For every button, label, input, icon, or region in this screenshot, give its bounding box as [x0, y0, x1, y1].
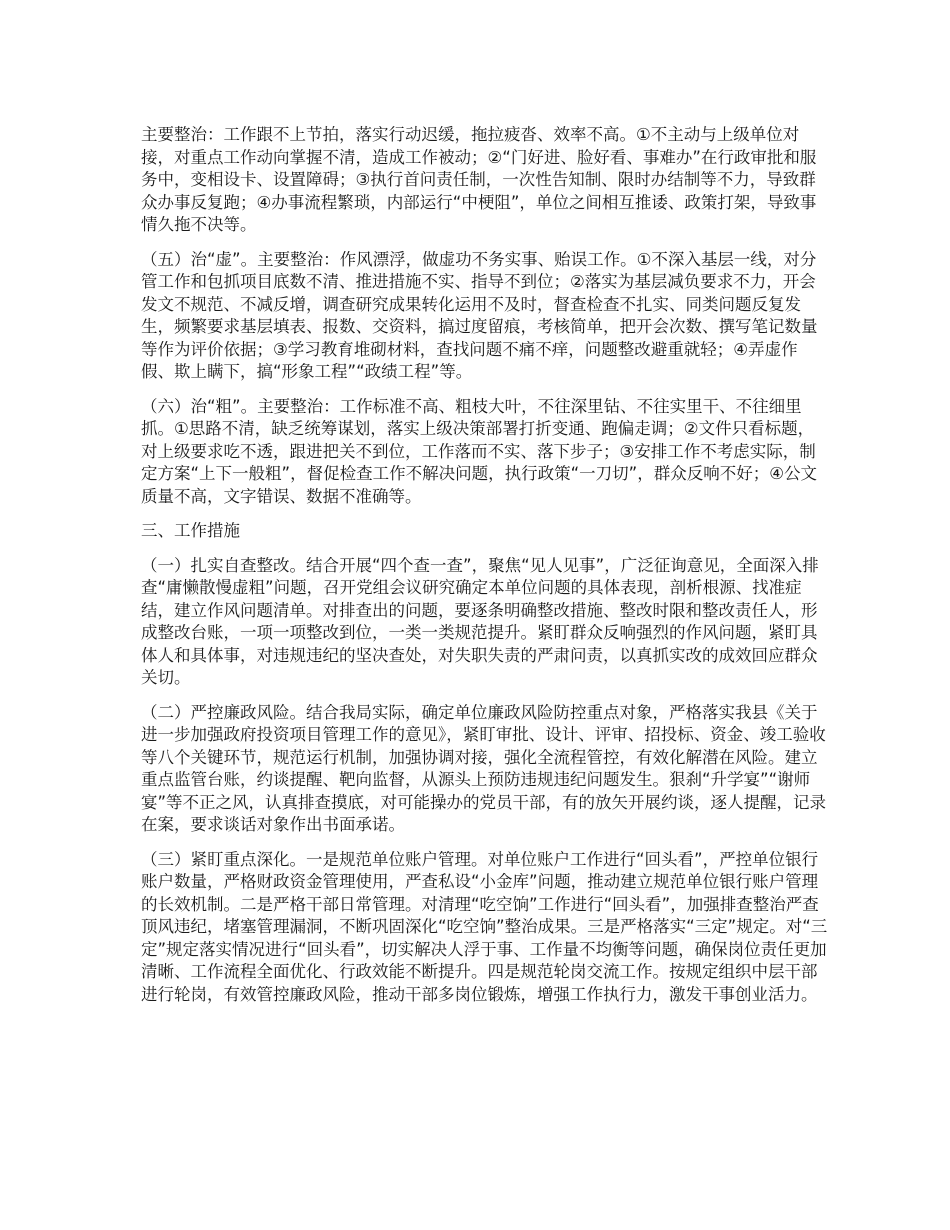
paragraph-section-5-xu: （五）治“虚”。主要整治：作风漂浮，做虚功不务实事、贻误工作。①不深入基层一线，对分管工作和包抓项目底数不清、推进措施不实、指导不到位；②落实为基层减负要求不力，开会发文不规范、不减反增，调查研究成果转化运用不及时，督查检查不扎实、同类问题反复发生，频繁要求基层填表、报数、交资料，搞过度留痕，考核简单，把开会次数、撰写笔记数量等作为评价依据；③学习教育堆砌材料，查找问题不痛不痒，问题整改避重就轻；④弄虚作假、欺上瞒下，搞“形象工程”“政绩工程”等。	[141, 249, 818, 381]
section-heading-work-measures: 三、工作措施	[141, 521, 240, 540]
paragraph-section-6-cu: （六）治“粗”。主要整治：工作标准不高、粗枝大叶，不往深里钻、不往实里干、不往细里抓。①思路不清，缺乏统筹谋划，落实上级决策部署打折变通、跑偏走调；②文件只看标题，对上级要求吃不透，跟进把关不到位，工作落而不实、落下步子；③安排工作不考虑实际，制定方案“上下一般粗”，督促检查工作不解决问题，执行政策“一刀切”，群众反响不好；④公文质量不高，文字错误、数据不准确等。	[141, 396, 817, 506]
paragraph-measure-2: （二）严控廉政风险。结合我局实际，确定单位廉政风险防控重点对象，严格落实我县《关于进一步加强政府投资项目管理工作的意见》，紧盯审批、设计、评审、招投标、资金、竣工验收等八个关键环节，规范运行机制，加强协调对接，强化全流程管控，有效化解潜在风险。建立重点监管台账，约谈提醒、靶向监督，从源头上预防违规违纪问题发生。狠刹“升学宴”“谢师宴”等不正之风，认真排查摸底，对可能操办的党员干部，有的放矢开展约谈，逐人提醒，记录在案，要求谈话对象作出书面承诺。	[141, 702, 827, 834]
paragraph-main-issues: 主要整治：工作跟不上节拍，落实行动迟缓，拖拉疲沓、效率不高。①不主动与上级单位对接，对重点工作动向掌握不清，造成工作被动；②“门好进、脸好看、事难办”在行政审批和服务中，变相设卡、设置障碍；③执行首问责任制，一次性告知制、限时办结制等不力，导致群众办事反复跑；④办事流程繁琐，内部运行“中梗阻”，单位之间相互推诿、政策打架，导致事情久拖不决等。	[141, 125, 817, 234]
document-body	[141, 124, 828, 1018]
paragraph-measure-3: （三）紧盯重点深化。一是规范单位账户管理。对单位账户工作进行“回头看”，严控单位银行账户数量，严格财政资金管理使用，严查私设“小金库”问题，推动建立规范单位银行账户管理的长效机制。二是严格干部日常管理。对清理“吃空饷”工作进行“回头看”，加强排查整治严查顶风违纪，堵塞管理漏洞，不断巩固深化“吃空饷”整治成果。三是严格落实“三定”规定。对“三定”规定落实情况进行“回头看”，切实解决人浮于事、工作量不均衡等问题，确保岗位责任更加清晰、工作流程全面优化、行政效能不断提升。四是规范轮岗交流工作。按规定组织中层干部进行轮岗，有效管控廉政风险，推动干部多岗位锻炼，增强工作执行力，激发干事创业活力。	[141, 849, 828, 1004]
paragraph-measure-1: （一）扎实自查整改。结合开展“四个查一查”，聚焦“见人见事”，广泛征询意见，全面深入排查“庸懒散慢虚粗”问题，召开党组会议研究确定本单位问题的具体表现，剖析根源、找准症结，建立作风问题清单。对排查出的问题，要逐条明确整改措施、整改时限和整改责任人，形成整改台账，一项一项整改到位，一类一类规范提升。紧盯群众反响强烈的作风问题，紧盯具体人和具体事，对违规违纪的坚决查处，对失职失责的严肃问责，以真抓实改的成效回应群众关切。	[141, 555, 819, 687]
